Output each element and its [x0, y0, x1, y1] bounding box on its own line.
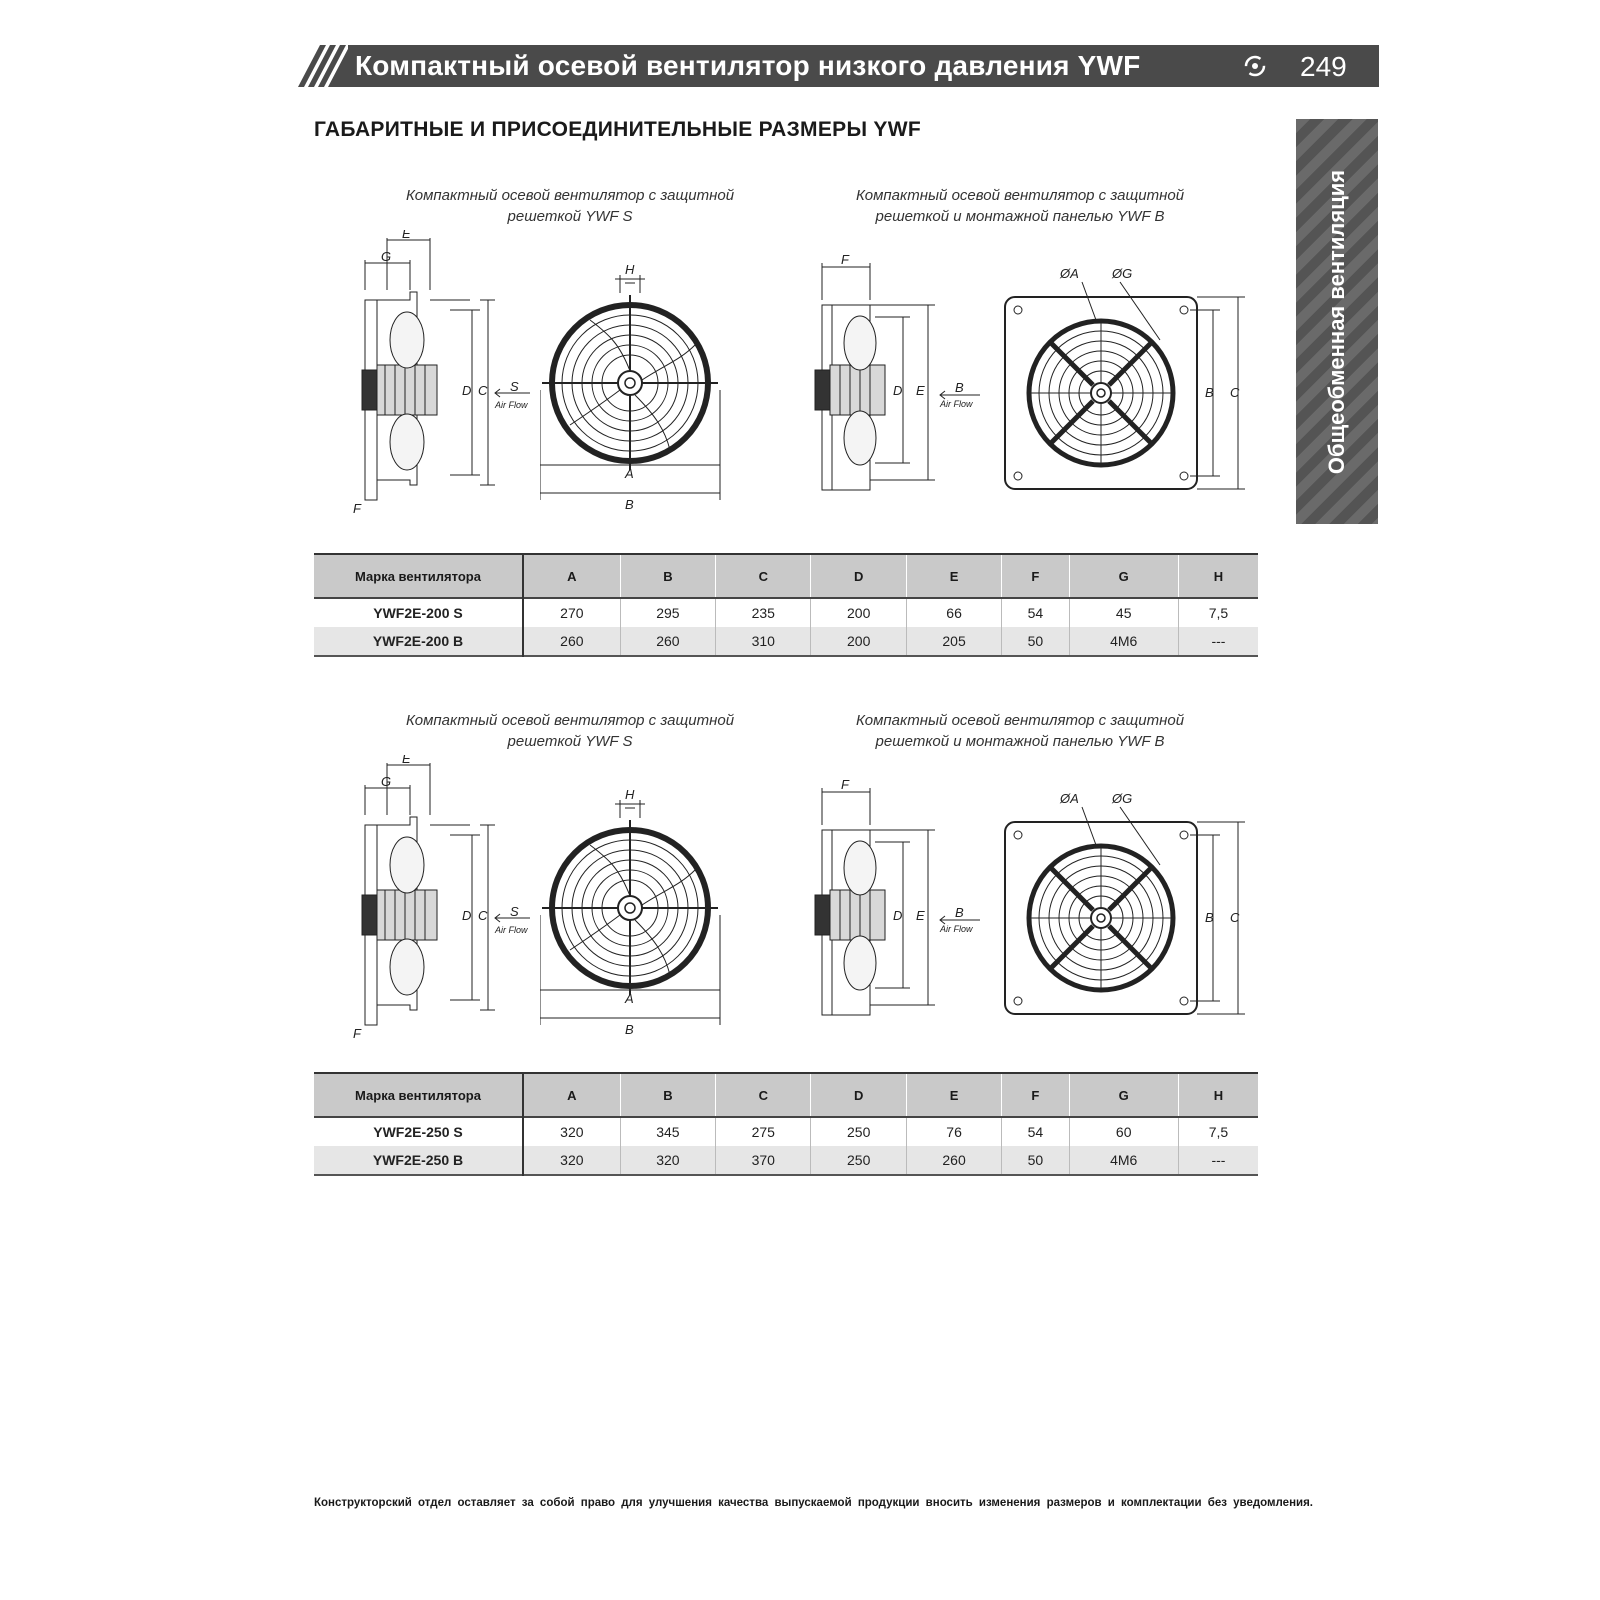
caption-ywf-b: Компактный осевой вентилятор с защитной решеткой и монтажной панелью YWF B	[855, 187, 1185, 225]
dim-label-s: S	[510, 379, 519, 394]
table-header-cell: E	[906, 554, 1001, 598]
dimensions-table	[314, 553, 1258, 657]
table-cell: 76	[906, 1117, 1001, 1146]
table-header-cell: C	[716, 554, 811, 598]
caption-ywf-b: Компактный осевой вентилятор с защитной решеткой и монтажной панелью YWF B	[855, 712, 1185, 750]
caption-ywf-s: Компактный осевой вентилятор с защитной решеткой YWF S	[405, 712, 735, 750]
dim-label-c: C	[1230, 385, 1240, 400]
table-cell: 50	[1002, 627, 1069, 656]
table-header-cell: Марка вентилятора	[314, 1073, 523, 1117]
dim-label-d: D	[462, 908, 472, 923]
front-view-panel-drawing	[1000, 785, 1255, 1025]
table-cell: 54	[1002, 598, 1069, 627]
table-cell: 235	[716, 598, 811, 627]
table-header-cell: A	[523, 1073, 620, 1117]
dim-label-b: B	[1205, 910, 1214, 925]
table-cell: 200	[811, 627, 906, 656]
table-cell: 295	[620, 598, 715, 627]
front-view-round-drawing	[540, 265, 725, 515]
table-cell: 270	[523, 598, 620, 627]
table-header-cell: H	[1178, 1073, 1258, 1117]
dim-label-dia-g: ØG	[1112, 266, 1133, 281]
table-cell: 370	[716, 1146, 811, 1175]
table-row	[314, 1117, 1258, 1146]
dim-label-h: H	[625, 790, 635, 802]
table-cell: 54	[1002, 1117, 1069, 1146]
dim-label-a: A	[625, 466, 634, 481]
table-header-cell: A	[523, 554, 620, 598]
dim-label-c: C	[1230, 910, 1240, 925]
table-cell: ---	[1178, 1146, 1258, 1175]
dim-label-e: E	[916, 383, 925, 398]
dim-label-f: F	[841, 255, 849, 267]
dim-label-dia-g: ØG	[1112, 791, 1133, 806]
dim-label-dia-a: ØA	[1060, 791, 1079, 806]
table-cell: 320	[523, 1117, 620, 1146]
table-cell: 60	[1069, 1117, 1178, 1146]
table-row	[314, 627, 1258, 656]
table-row	[314, 598, 1258, 627]
table-header-cell: F	[1002, 554, 1069, 598]
table-cell: 250	[811, 1117, 906, 1146]
dim-label-g: G	[381, 249, 392, 264]
table-cell: 275	[716, 1117, 811, 1146]
table-cell: 66	[906, 598, 1001, 627]
page-title: Компактный осевой вентилятор низкого давления YWF	[355, 50, 1141, 81]
table-header-cell: F	[1002, 1073, 1069, 1117]
table-cell: 320	[620, 1146, 715, 1175]
side-view-drawing	[350, 230, 550, 520]
dim-label-b: B	[1205, 385, 1214, 400]
table-header-cell: D	[811, 1073, 906, 1117]
table-cell: 45	[1069, 598, 1178, 627]
dim-label-s: S	[510, 904, 519, 919]
dim-label-f: F	[353, 501, 361, 516]
dim-label-e: E	[402, 230, 411, 241]
dim-label-c: C	[478, 908, 488, 923]
table-cell: 4M6	[1069, 1146, 1178, 1175]
dim-label-b: B	[955, 380, 964, 395]
side-tab-label: Общеобменная вентиляция	[1324, 169, 1349, 474]
table-cell: 260	[620, 627, 715, 656]
dim-label-b: B	[625, 1022, 634, 1037]
table-cell: 7,5	[1178, 1117, 1258, 1146]
dim-label-d: D	[893, 908, 903, 923]
table-header-cell: G	[1069, 1073, 1178, 1117]
dim-label-d: D	[462, 383, 472, 398]
model-cell: YWF2E-250 S	[314, 1117, 523, 1146]
dim-label-c: C	[478, 383, 488, 398]
table-cell: 4M6	[1069, 627, 1178, 656]
model-cell: YWF2E-250 B	[314, 1146, 523, 1175]
air-flow-label: Air Flow	[495, 925, 528, 935]
table-cell: 200	[811, 598, 906, 627]
air-flow-label: Air Flow	[495, 400, 528, 410]
dim-label-d: D	[893, 383, 903, 398]
table-header-cell: C	[716, 1073, 811, 1117]
header-stripes-decoration	[298, 45, 348, 87]
dim-label-dia-a: ØA	[1060, 266, 1079, 281]
side-view-drawing	[350, 755, 550, 1045]
table-header-cell: B	[620, 554, 715, 598]
dim-label-f: F	[841, 780, 849, 792]
section-title: ГАБАРИТНЫЕ И ПРИСОЕДИНИТЕЛЬНЫЕ РАЗМЕРЫ YWF	[314, 118, 921, 141]
dim-label-b: B	[955, 905, 964, 920]
model-cell: YWF2E-200 S	[314, 598, 523, 627]
table-cell: 310	[716, 627, 811, 656]
swirl-logo-icon	[1244, 55, 1266, 77]
air-flow-label: Air Flow	[940, 399, 973, 409]
air-flow-label: Air Flow	[940, 924, 973, 934]
dim-label-a: A	[625, 991, 634, 1006]
dim-label-g: G	[381, 774, 392, 789]
table-header-cell: E	[906, 1073, 1001, 1117]
page-number: 249	[1300, 51, 1347, 82]
table-header-cell: Марка вентилятора	[314, 554, 523, 598]
table-header-cell: G	[1069, 554, 1178, 598]
table-header-cell: D	[811, 554, 906, 598]
model-cell: YWF2E-200 B	[314, 627, 523, 656]
table-row	[314, 1146, 1258, 1175]
table-cell: ---	[1178, 627, 1258, 656]
side-view-panel-drawing	[810, 255, 990, 500]
table-cell: 260	[906, 1146, 1001, 1175]
footer-disclaimer: Конструкторский отдел оставляет за собой право для улучшения качества выпускаемой продукции вносить изменения размеров и комплектации без уведомления.	[314, 1497, 1313, 1509]
dim-label-e: E	[402, 755, 411, 766]
table-cell: 345	[620, 1117, 715, 1146]
table-cell: 320	[523, 1146, 620, 1175]
table-cell: 250	[811, 1146, 906, 1175]
side-tab	[1296, 119, 1378, 524]
table-header-row	[314, 554, 1258, 598]
table-cell: 205	[906, 627, 1001, 656]
table-cell: 7,5	[1178, 598, 1258, 627]
dim-label-b: B	[625, 497, 634, 512]
dimensions-table	[314, 1072, 1258, 1176]
dim-label-e: E	[916, 908, 925, 923]
side-view-panel-drawing	[810, 780, 990, 1025]
table-header-cell: B	[620, 1073, 715, 1117]
table-header-row	[314, 1073, 1258, 1117]
caption-ywf-s: Компактный осевой вентилятор с защитной решеткой YWF S	[405, 187, 735, 225]
table-header-cell: H	[1178, 554, 1258, 598]
table-cell: 260	[523, 627, 620, 656]
dim-label-h: H	[625, 265, 635, 277]
dim-label-f: F	[353, 1026, 361, 1041]
front-view-panel-drawing	[1000, 260, 1255, 500]
front-view-round-drawing	[540, 790, 725, 1040]
table-cell: 50	[1002, 1146, 1069, 1175]
